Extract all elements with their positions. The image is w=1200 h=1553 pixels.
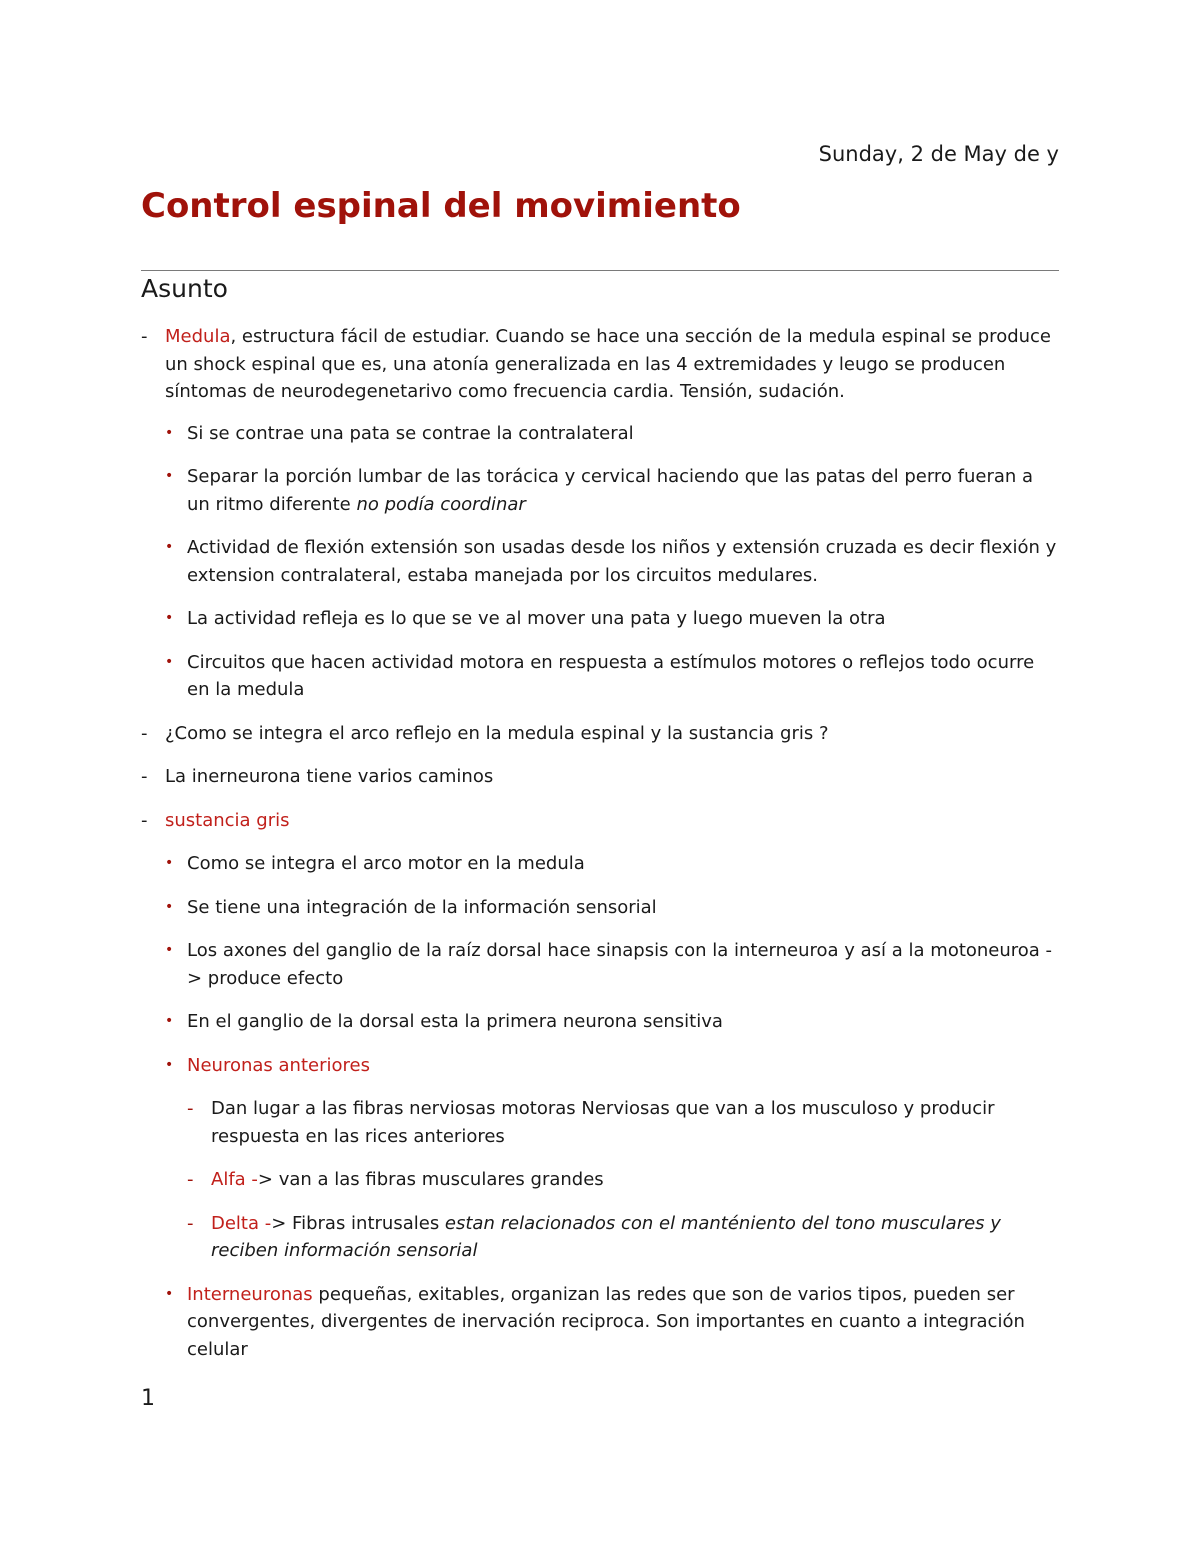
bullet-icon: •: [165, 1056, 174, 1073]
list-item: [141, 720, 1061, 748]
list-item: [141, 1281, 1061, 1364]
document-date: Sunday, 2 de May de y: [818, 142, 1059, 166]
item-text: > Fibras intrusales: [271, 1212, 445, 1234]
highlight-term: Alfa -: [211, 1169, 258, 1190]
list-item: [141, 894, 1061, 922]
item-text: Si se contrae una pata se contrae la contralateral: [187, 422, 634, 444]
list-item: [141, 1210, 1061, 1265]
section-heading: Asunto: [141, 274, 228, 303]
italic-text: no podía coordinar: [356, 493, 526, 515]
bullet-icon: •: [165, 653, 174, 670]
bullet-icon: •: [165, 610, 174, 626]
dash-marker: -: [141, 722, 148, 744]
item-text: Como se integra el arco motor en la medula: [187, 853, 585, 874]
bullet-icon: •: [165, 424, 174, 441]
dash-marker: -: [141, 326, 148, 347]
highlight-term: Medula: [165, 326, 231, 347]
bullet-icon: •: [165, 942, 174, 958]
bullet-icon: •: [165, 1285, 174, 1302]
dash-marker: -: [187, 1169, 194, 1190]
document-body: [141, 323, 1061, 1363]
dash-marker: -: [187, 1212, 194, 1234]
dash-marker: -: [141, 809, 148, 831]
highlight-term: Interneuronas: [187, 1283, 313, 1305]
list-item: [141, 1008, 1061, 1036]
bullet-icon: •: [165, 898, 174, 915]
dash-marker: -: [141, 766, 148, 787]
dash-marker: -: [187, 1098, 194, 1119]
highlight-term: sustancia gris: [165, 809, 290, 831]
italic-text: estan relacionados con el manténiento del tono musculares y reciben información sensorial: [211, 1212, 1001, 1261]
list-item: [141, 1052, 1061, 1080]
list-item: [141, 420, 1061, 448]
list-item: [141, 850, 1061, 878]
list-item: [141, 1095, 1061, 1150]
item-text: ¿Como se integra el arco reflejo en la medula espinal y la sustancia gris ?: [165, 722, 829, 744]
bullet-icon: •: [165, 855, 174, 871]
bullet-icon: •: [165, 468, 174, 484]
highlight-term: Delta -: [211, 1212, 272, 1234]
list-item: [141, 463, 1061, 518]
list-item: [141, 605, 1061, 633]
item-text: Dan lugar a las fibras nerviosas motoras Nerviosas que van a los musculoso y producir respuesta en las rices anteriores: [211, 1098, 995, 1147]
item-text: Circuitos que hacen actividad motora en respuesta a estímulos motores o reflejos todo ocurre en la medula: [187, 651, 1035, 700]
item-text: La actividad refleja es lo que se ve al mover una pata y luego mueven la otra: [187, 608, 886, 629]
item-text: Actividad de flexión extensión son usadas desde los niños y extensión cruzada es decir flexión y extension contralateral, estaba manejada por los circuitos medulares.: [187, 537, 1057, 586]
list-item: [141, 763, 1061, 791]
list-item-medula: [141, 323, 1061, 406]
list-item: [141, 649, 1061, 704]
page-title: Control espinal del movimiento: [141, 186, 741, 226]
item-text: > van a las fibras musculares grandes: [257, 1169, 604, 1190]
item-text: La inerneurona tiene varios caminos: [165, 766, 494, 787]
item-text: Se tiene una integración de la información sensorial: [187, 896, 657, 918]
item-text: pequeñas, exitables, organizan las redes que son de varios tipos, pueden ser convergentes, divergentes de inervación reciproca. Son importantes en cuanto a integración celular: [187, 1283, 1025, 1360]
horizontal-divider: [141, 270, 1059, 271]
highlight-term: Neuronas anteriores: [187, 1054, 370, 1076]
bullet-icon: •: [165, 539, 174, 555]
item-text: Separar la porción lumbar de las torácica y cervical haciendo que las patas del perro fueran a un ritmo diferente: [187, 466, 1034, 515]
item-text: , estructura fácil de estudiar. Cuando se hace una sección de la medula espinal se produce un shock espinal que es, una atonía generalizada en las 4 extremidades y leugo se producen síntomas de neurodegenetarivo como frecuencia cardia. Tensión, sudación.: [165, 326, 1052, 402]
list-item: [141, 937, 1061, 992]
bullet-icon: •: [165, 1013, 174, 1029]
item-text: En el ganglio de la dorsal esta la primera neurona sensitiva: [187, 1011, 723, 1032]
list-item: [141, 807, 1061, 835]
page-number: 1: [141, 1386, 155, 1411]
item-text: Los axones del ganglio de la raíz dorsal hace sinapsis con la interneuroa y así a la motoneuroa -> produce efecto: [187, 940, 1053, 989]
list-item: [141, 534, 1061, 589]
list-item: [141, 1166, 1061, 1194]
